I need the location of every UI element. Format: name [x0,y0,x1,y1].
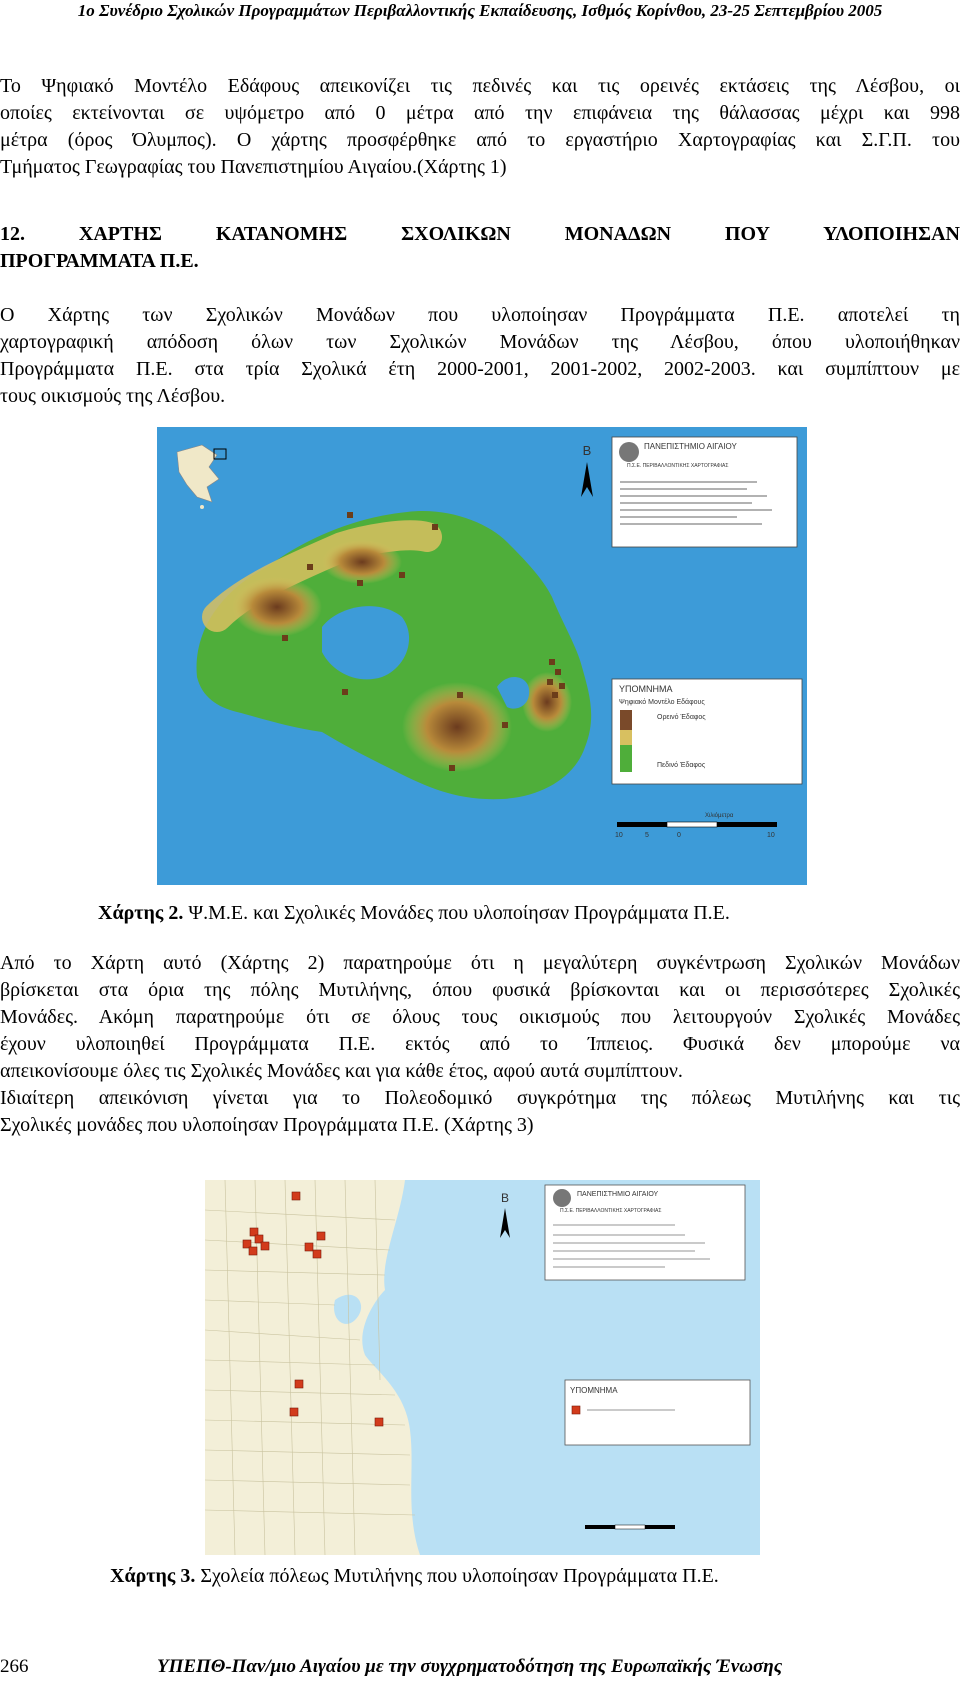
scale-tick: 10 [767,832,775,839]
caption-text: Σχολεία πόλεως Μυτιλήνης που υλοποίησαν Προγράμματα Π.Ε. [195,1565,719,1587]
university-logo-icon [619,442,639,462]
mountain-area [232,577,322,637]
logo-subtitle: Π.Σ.Ε. ΠΕΡΙΒΑΛΛΟΝΤΙΚΗΣ ΧΑΡΤΟΓΡΑΦΙΑΣ [560,1208,662,1214]
university-logo-icon [553,1189,571,1207]
text-line: Σχολικές μονάδες που υλοποίησαν Προγράμματα Π.Ε. (Χάρτης 3) [0,1114,534,1136]
text-line: μέτρα (όρος Όλυμπος). Ο χάρτης προσφέρθηκε από το εργαστήριο Χαρτογραφίας και Σ.Γ.Π. του [0,129,960,151]
text-line: οποίες εκτείνονται σε υψόμετρο από 0 μέτρα από την επιφάνεια της θάλασσας μέχρι και 998 [0,102,960,124]
legend-title: ΥΠΟΜΝΗΜΑ [570,1386,618,1395]
legend-low-label: Πεδινό Έδαφος [657,762,706,769]
legend-title: ΥΠΟΜΝΗΜΑ [619,684,673,694]
logo-subtitle: Π.Σ.Ε. ΠΕΡΙΒΑΛΛΟΝΤΙΚΗΣ ΧΑΡΤΟΓΡΑΦΙΑΣ [627,463,729,469]
heading-line: ΠΡΟΓΡΑΜΜΑΤΑ Π.Ε. [0,250,199,272]
scale-label: Χιλιόμετρα [705,813,734,819]
text-line: Προγράμματα Π.Ε. στα τρία Σχολικά έτη 2000-2001, 2001-2002, 2002-2003. και συμπίπτουν με [0,358,960,380]
legend-subtitle: Ψηφιακό Μοντέλο Εδάφους [619,699,705,706]
scale-bar [585,1525,675,1529]
legend-high-label: Ορεινό Έδαφος [657,714,706,721]
title-panel [612,437,797,547]
paragraph-school-map [0,302,960,410]
caption-text: Ψ.Μ.Ε. και Σχολικές Μονάδες που υλοποίησαν Προγράμματα Π.Ε. [183,902,730,924]
page-number: 266 [0,1656,29,1677]
section-heading [0,221,960,275]
paragraph-observations [0,950,960,1139]
text-line: Το Ψηφιακό Μοντέλο Εδάφους απεικονίζει τις πεδινές και τις ορεινές εκτάσεις της Λέσβου, οι [0,75,960,97]
logo-title: ΠΑΝΕΠΙΣΤΗΜΙΟ ΑΙΓΑΙΟΥ [644,442,737,451]
scale-tick: 5 [645,832,649,839]
paragraph-dem-description [0,73,960,181]
school-marker-icon [572,1406,580,1414]
text-line: Μονάδες. Ακόμη παρατηρούμε ότι σε όλους τους οικισμούς που λειτουργούν Σχολικές Μονάδες [0,1006,960,1028]
text-line: Τμήματος Γεωγραφίας του Πανεπιστημίου Αιγαίου.(Χάρτης 1) [0,156,507,178]
text-line: τους οικισμούς της Λέσβου. [0,385,226,407]
text-line: Ιδιαίτερη απεικόνιση γίνεται για το Πολεοδομικό συγκρότημα της πόλεως Μυτιλήνης και τις [0,1087,960,1109]
scale-tick: 0 [677,832,681,839]
scale-tick: 10 [615,832,623,839]
conference-header: 1ο Συνέδριο Σχολικών Προγραμμάτων Περιβαλλοντικής Εκπαίδευσης, Ισθμός Κορίνθου, 23-25 Σεπτεμβρίου 2005 [77,1,883,20]
map3-caption [110,1563,719,1589]
logo-title: ΠΑΝΕΠΙΣΤΗΜΙΟ ΑΙΓΑΙΟΥ [577,1191,659,1198]
map2-caption [98,900,730,926]
text-line: Ο Χάρτης των Σχολικών Μονάδων που υλοποίησαν Προγράμματα Π.Ε. αποτελεί τη [0,304,960,326]
text-line: έχουν υλοποιηθεί Προγράμματα Π.Ε. εκτός από το Ίππειος. Φυσικά δεν μπορούμε να [0,1033,960,1055]
text-line: Από το Χάρτη αυτό (Χάρτης 2) παρατηρούμε ότι η μεγαλύτερη συγκέντρωση Σχολικών Μονάδων [0,952,960,974]
text-line: βρίσκεται στα όρια της πόλης Μυτιλήνης, όπου φυσικά βρίσκονται και οι περισσότερες Σχολικές [0,979,960,1001]
text-line: χαρτογραφική απόδοση όλων των Σχολικών Μονάδων της Λέσβου, όπου υλοποιήθηκαν [0,331,960,353]
north-arrow-label: Β [582,443,592,458]
caption-label: Χάρτης 3. [110,1565,196,1587]
mytilene-schools-map [205,1180,760,1555]
legend [612,679,802,784]
mountain-area [322,540,402,584]
footer-text: ΥΠΕΠΘ-Παν/μιο Αιγαίου με την συγχρηματοδότηση της Ευρωπαϊκής Ένωσης [157,1656,783,1677]
title-panel [545,1185,745,1280]
lesvos-dem-map [157,427,807,885]
north-arrow-label: Β [500,1191,510,1205]
heading-line: 12. ΧΑΡΤΗΣ ΚΑΤΑΝΟΜΗΣ ΣΧΟΛΙΚΩΝ ΜΟΝΑΔΩΝ ΠΟΥ ΥΛΟΠΟΙΗΣΑΝ [0,223,960,245]
text-line: απεικονίσουμε όλες τις Σχολικές Μονάδες και για κάθε έτος, αφού αυτά συμπίπτουν. [0,1060,683,1082]
legend [565,1380,750,1445]
caption-label: Χάρτης 2. [98,902,184,924]
